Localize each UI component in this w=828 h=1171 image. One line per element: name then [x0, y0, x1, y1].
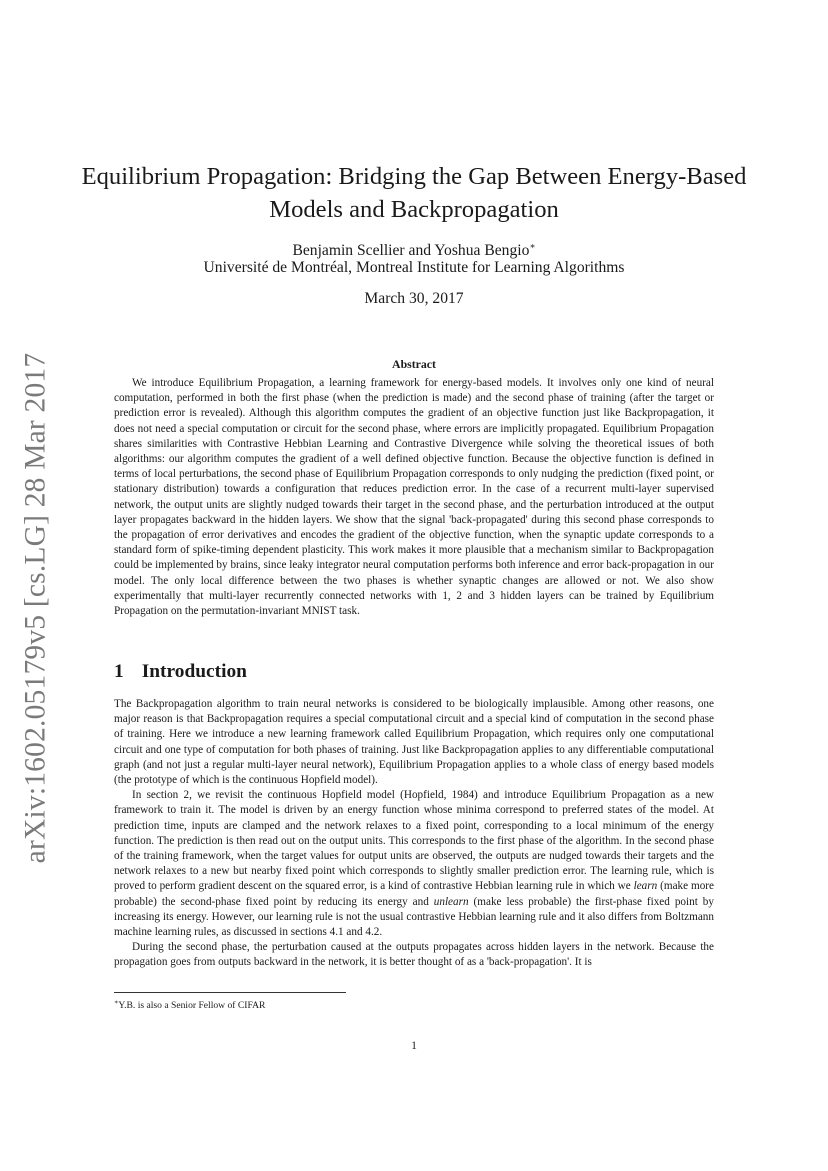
section-heading: [114, 660, 247, 684]
intro-text: (make less probable) the first-phase fixed point by increasing its energy. However, our learning rule is not the usual contrastive Hebbian learning rule and it also differs from Boltzmann machine learning rules, as discussed in sections 4.1 and 4.2.: [114, 895, 714, 939]
abstract-heading: Abstract: [392, 357, 436, 371]
intro-paragraph: During the second phase, the perturbation caused at the outputs propagates across hidden layers in the network. Because the propagation goes from outputs backward in the network, it is better thought of as a 'back-propagation'. It is: [114, 941, 714, 969]
intro-emphasis: unlearn: [433, 895, 469, 908]
intro-text: In section 2, we revisit the continuous Hopfield model (Hopfield, 1984) and introduce Equilibrium Propagation as a new framework to train it. The model is driven by an energy function whose minima correspond to preferred states of the model. At prediction time, inputs are clamped and the network relaxes to a fixed point, corresponding to a local minimum of the energy function. The prediction is then read out on the output units. This corresponds to the first phase of the algorithm. In the second phase of the training framework, when the target values for output units are observed, the outputs are nudged towards their targets and the network relaxes to a new but nearby fixed point which corresponds to slightly smaller prediction error. The learning rule, which is proved to perform gradient descent on the squared error, is a kind of contrastive Hebbian learning rule in which we: [114, 789, 714, 893]
author-names: Benjamin Scellier and Yoshua Bengio: [292, 242, 530, 260]
footnote: [114, 996, 265, 1012]
abstract-text: We introduce Equilibrium Propagation, a learning framework for energy-based models. It involves only one kind of neural computation, performed in both the first phase (when the prediction is made) and the second phase of training (after the target or prediction error is revealed). Although this algorithm computes the gradient of an objective function just like Backpropagation, it does not need a special computation or circuit for the second phase, where errors are implicitly propagated. Equilibrium Propagation shares similarities with Contrastive Hebbian Learning and Contrastive Divergence while solving the theoretical issues of both algorithms: our algorithm computes the gradient of a well defined objective function. Because the objective function is defined in terms of local perturbations, the second phase of Equilibrium Propagation corresponds to only nudging the prediction (fixed point, or stationary distribution) towards a configuration that reduces prediction error. In the case of a recurrent multi-layer supervised network, the output units are slightly nudged towards their target in the second phase, and the perturbation introduced at the output layer propagates backward in the hidden layers. We show that the signal 'back-propagated' during this second phase corresponds to the propagation of error derivatives and encodes the gradient of the objective function, when the synaptic update corresponds to a standard form of spike-timing dependent plasticity. This work makes it more plausible that a mechanism similar to Backpropagation could be implemented by brains, since leaky integrator neural computation performs both inference and error back-propagation in our model. The only local difference between the two phases is whether synaptic changes are allowed or not. We also show experimentally that multi-layer recurrently connected networks with 1, 2 and 3 hidden layers can be trained by Equilibrium Propagation on the permutation-invariant MNIST task.: [114, 377, 714, 618]
footnote-text: Y.B. is also a Senior Fellow of CIFAR: [118, 1000, 266, 1012]
arxiv-identifier-stamp: arXiv:1602.05179v5 [cs.LG] 28 Mar 2017: [19, 352, 52, 864]
paper-date: March 30, 2017: [364, 290, 464, 307]
intro-emphasis: learn: [633, 880, 658, 893]
footnote-divider: [114, 992, 346, 993]
intro-paragraph: [114, 788, 714, 940]
footnote-marker: ∗: [114, 999, 119, 1006]
introduction-body: [114, 697, 714, 971]
page-number: 1: [411, 1040, 417, 1052]
section-number: 1: [114, 661, 124, 682]
intro-paragraph: The Backpropagation algorithm to train neural networks is considered to be biologically implausible. Among other reasons, one major reason is that Backpropagation requires a special computational circuit and a special kind of computation in the second phase of training. Here we introduce a new learning framework called Equilibrium Propagation, which requires only one computational circuit and one type of computation for both phases of training. Just like Backpropagation applies to any differentiable computational graph (and not just a regular multi-layer neural network), Equilibrium Propagation applies to a whole class of energy based models (the prototype of which is the continuous Hopfield model).: [114, 698, 714, 787]
section-title: Introduction: [141, 661, 247, 682]
author-affiliation: Université de Montréal, Montreal Institute for Learning Algorithms: [203, 259, 625, 276]
intro-text: (make more probable) the second-phase fixed point by reducing its energy and: [114, 880, 714, 908]
paper-title: Equilibrium Propagation: Bridging the Gap Between Energy-Based Models and Backpropagation: [81, 163, 747, 223]
author-footnote-marker: ∗: [529, 241, 536, 251]
